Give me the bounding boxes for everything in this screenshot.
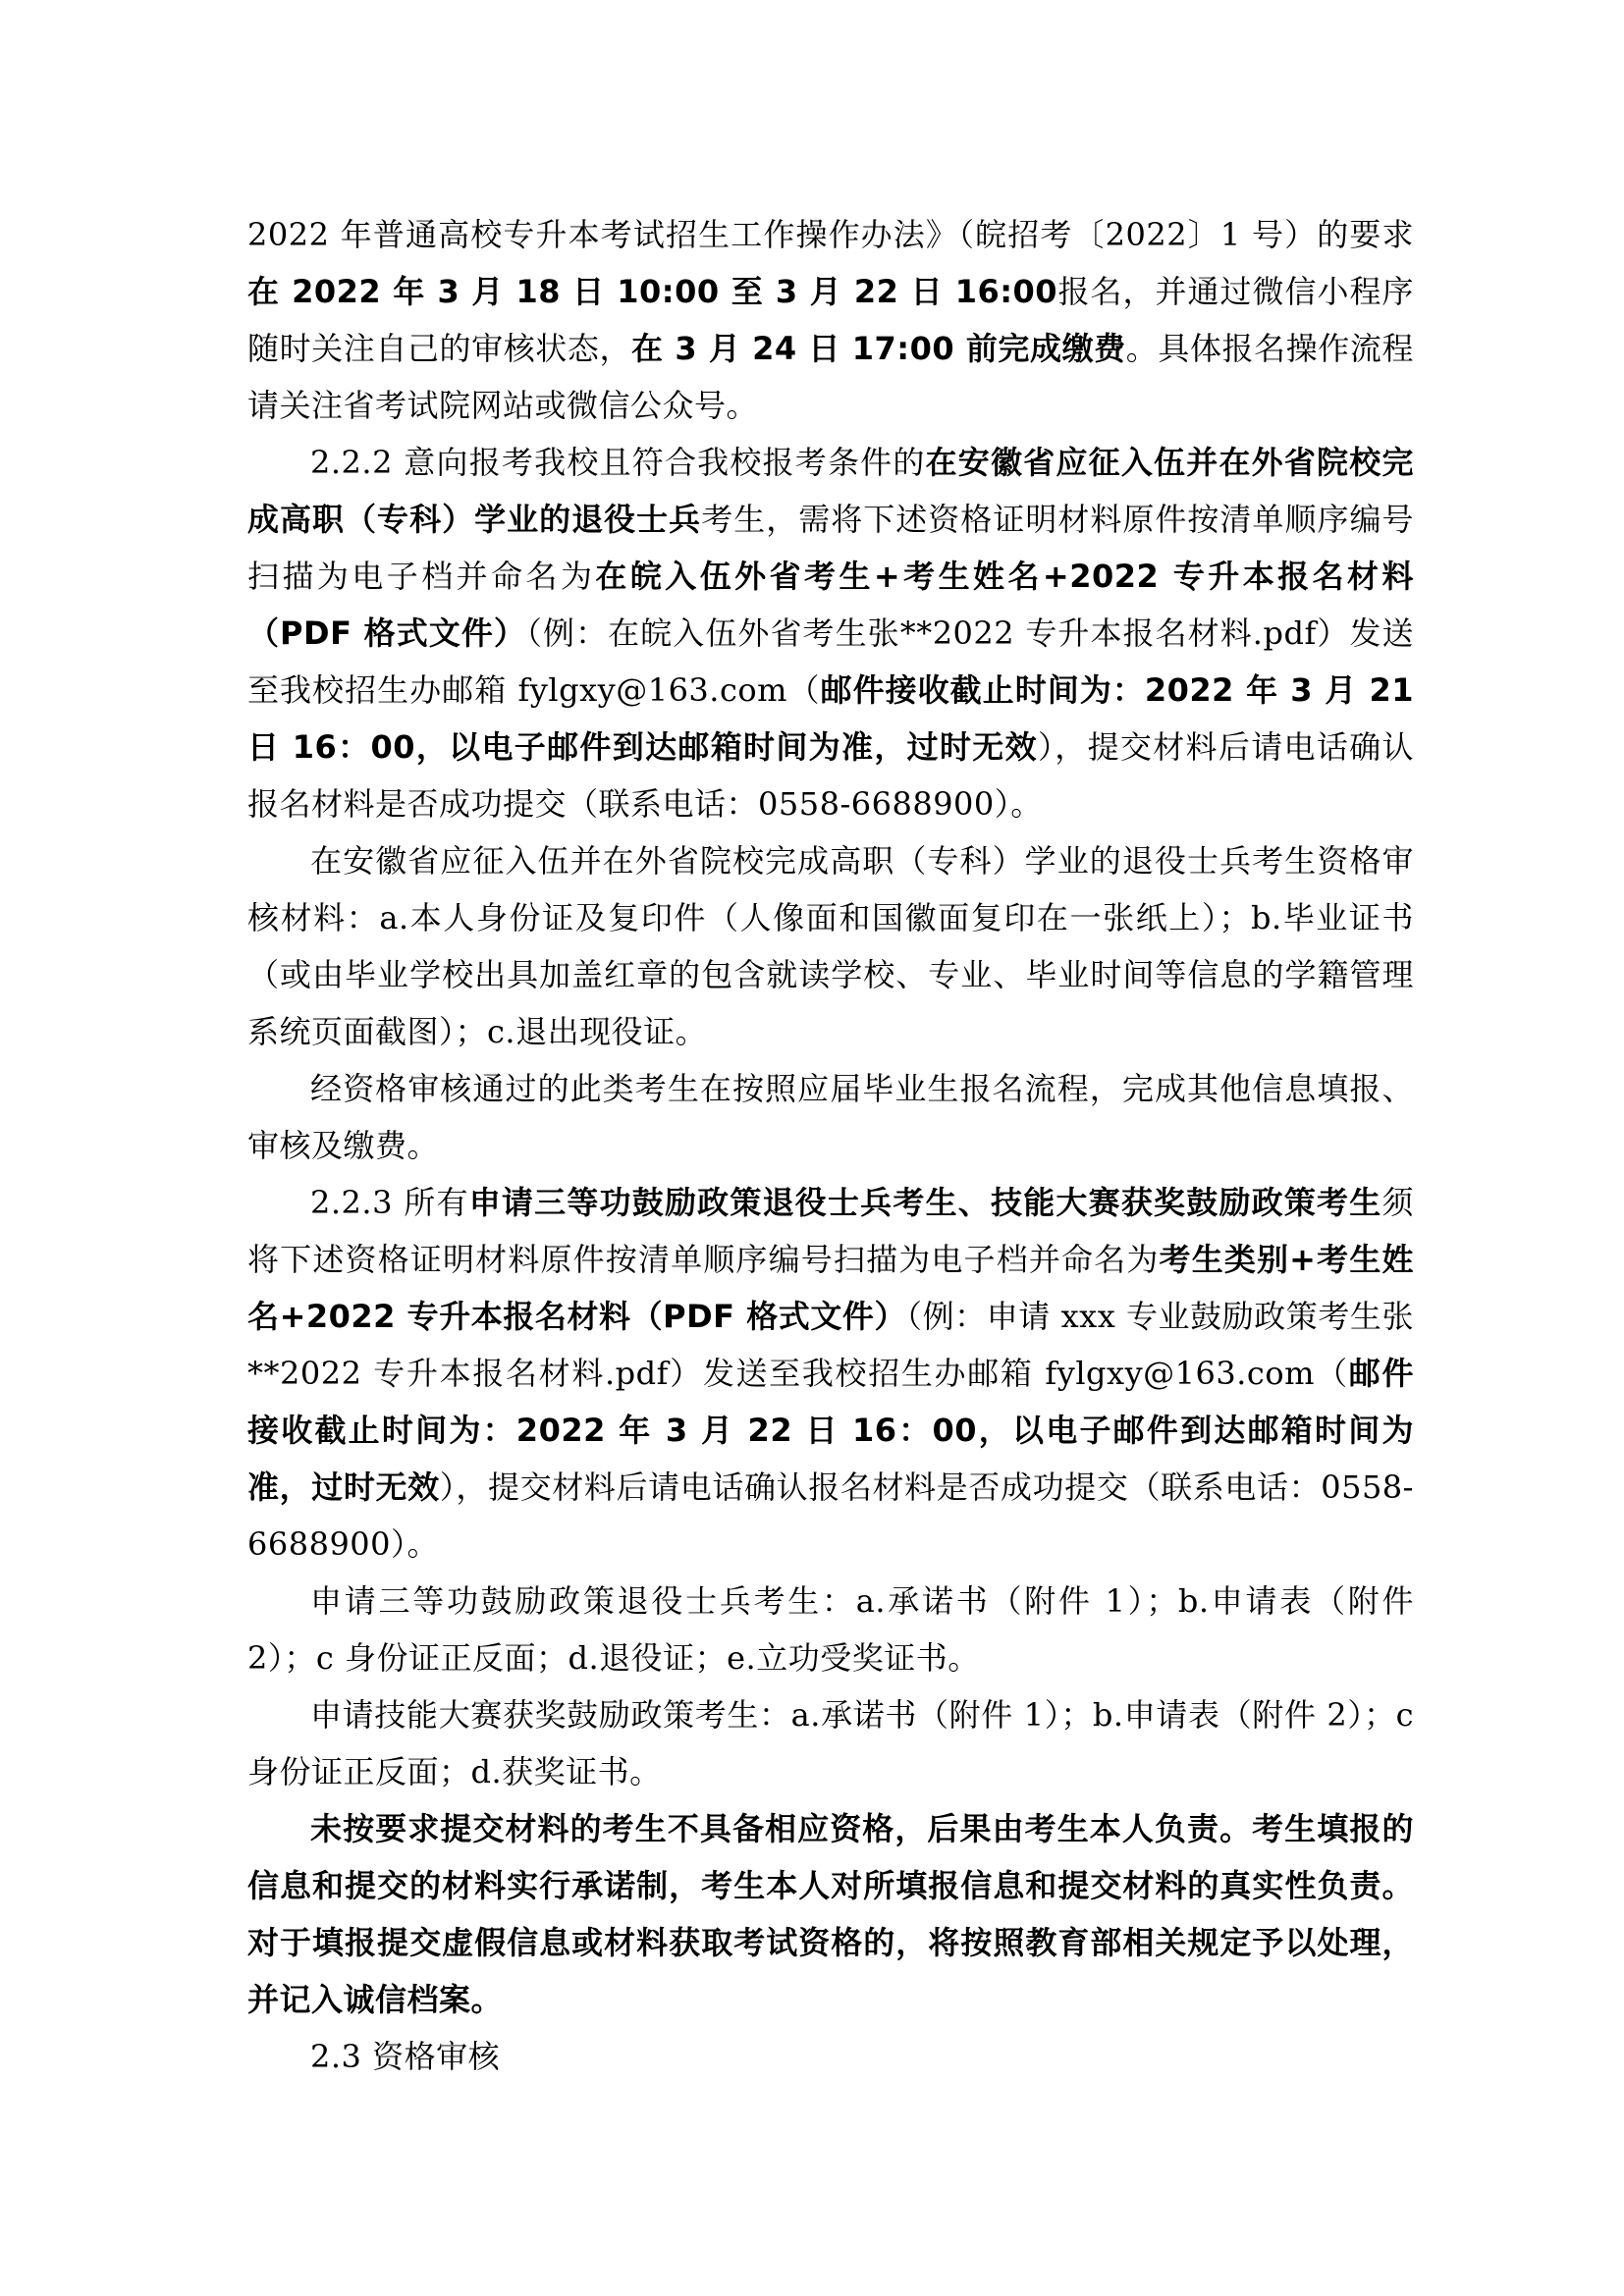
text-run: 2.2.3 所有 [310, 1184, 469, 1221]
text-run: 考生，需将下述资格证明材料原件按清单顺序编号扫描为电子档并命名为 [247, 501, 1414, 595]
paragraph-2-2-2 [247, 434, 1414, 832]
text-run: 须将下述资格证明材料原件按清单顺序编号扫描为电子档并命名为 [247, 1184, 1414, 1278]
text-run: 2.2.2 意向报考我校且符合我校报考条件的 [310, 444, 926, 481]
text-run: 申请三等功鼓励政策退役士兵考生：a.承诺书（附件 1）；b.申请表（附件 2）；c 身份证正反面；d.退役证；e.立功受奖证书。 [247, 1582, 1414, 1677]
bold-text-run: 未按要求提交材料的考生不具备相应资格，后果由考生本人负责。考生填报的信息和提交的材料实行承诺制，考生本人对所填报信息和提交材料的真实性负责。对于填报提交虚假信息或材料获取考试资格的，将按照教育部相关规定予以处理，并记入诚信档案。 [247, 1810, 1414, 2018]
bold-text-run: 在皖入伍外省考生+考生姓名+2022 专升本报名材料（PDF 格式文件） [247, 558, 1414, 652]
text-run: 在安徽省应征入伍并在外省院校完成高职（专科）学业的退役士兵考生资格审核材料：a.本人身份证及复印件（人像面和国徽面复印在一张纸上）；b.毕业证书（或由毕业学校出具加盖红章的包含就读学校、专业、毕业时间等信息的学籍管理系统页面截图）；c.退出现役证。 [247, 842, 1414, 1050]
bold-text-run: 邮件接收截止时间为：2022 年 3 月 22 日 16：00，以电子邮件到达邮箱时间为准，过时无效 [247, 1355, 1414, 1506]
text-run: （例：在皖入伍外省考生张**2022 专升本报名材料.pdf）发送至我校招生办邮箱 fylgxy@163.com（ [247, 614, 1414, 709]
text-run: 经资格审核通过的此类考生在按照应届毕业生报名流程，完成其他信息填报、审核及缴费。 [247, 1070, 1414, 1164]
text-run: 。具体报名操作流程请关注省考试院网站或微信公众号。 [247, 330, 1414, 424]
bold-text-run: 在安徽省应征入伍并在外省院校完成高职（专科）学业的退役士兵 [247, 444, 1414, 538]
paragraph-skills-contest-materials [247, 1686, 1414, 1800]
text-run: ），提交材料后请电话确认报名材料是否成功提交（联系电话：0558-6688900）。 [247, 728, 1414, 823]
text-run: （例：申请 xxx 专业鼓励政策考生张**2022 专升本报名材料.pdf）发送至我校招生办邮箱 fylgxy@163.com（ [247, 1298, 1414, 1392]
text-run: ），提交材料后请电话确认报名材料是否成功提交（联系电话：0558-6688900）。 [247, 1468, 1414, 1563]
text-run: 2.3 资格审核 [310, 2038, 501, 2075]
bold-text-run: 考生类别+考生姓名+2022 专升本报名材料（PDF 格式文件） [247, 1241, 1414, 1335]
paragraph-veteran-materials [247, 1573, 1414, 1686]
bold-text-run: 在 2022 年 3 月 18 日 10:00 至 3 月 22 日 16:00 [247, 273, 1058, 310]
bold-text-run: 邮件接收截止时间为：2022 年 3 月 21 日 16：00，以电子邮件到达邮箱时间为准，过时无效 [247, 671, 1414, 766]
paragraph-review-materials [247, 832, 1414, 1060]
text-run: 报名，并通过微信小程序随时关注自己的审核状态， [247, 273, 1414, 367]
paragraph-intro-deadlines [247, 206, 1414, 434]
paragraph-2-2-3 [247, 1174, 1414, 1573]
document-body [247, 206, 1414, 2085]
paragraph-review-passed [247, 1060, 1414, 1174]
bold-text-run: 在 3 月 24 日 17:00 前完成缴费 [631, 330, 1126, 367]
section-heading-2-3 [247, 2028, 1414, 2085]
bold-text-run: 申请三等功鼓励政策退役士兵考生、技能大赛获奖鼓励政策考生 [468, 1184, 1382, 1221]
paragraph-responsibility-notice [247, 1800, 1414, 2028]
text-run: 2022 年普通高校专升本考试招生工作操作办法》（皖招考〔2022〕1 号）的要求 [247, 216, 1414, 253]
text-run: 申请技能大赛获奖鼓励政策考生：a.承诺书（附件 1）；b.申请表（附件 2）；c 身份证正反面；d.获奖证书。 [247, 1696, 1414, 1790]
